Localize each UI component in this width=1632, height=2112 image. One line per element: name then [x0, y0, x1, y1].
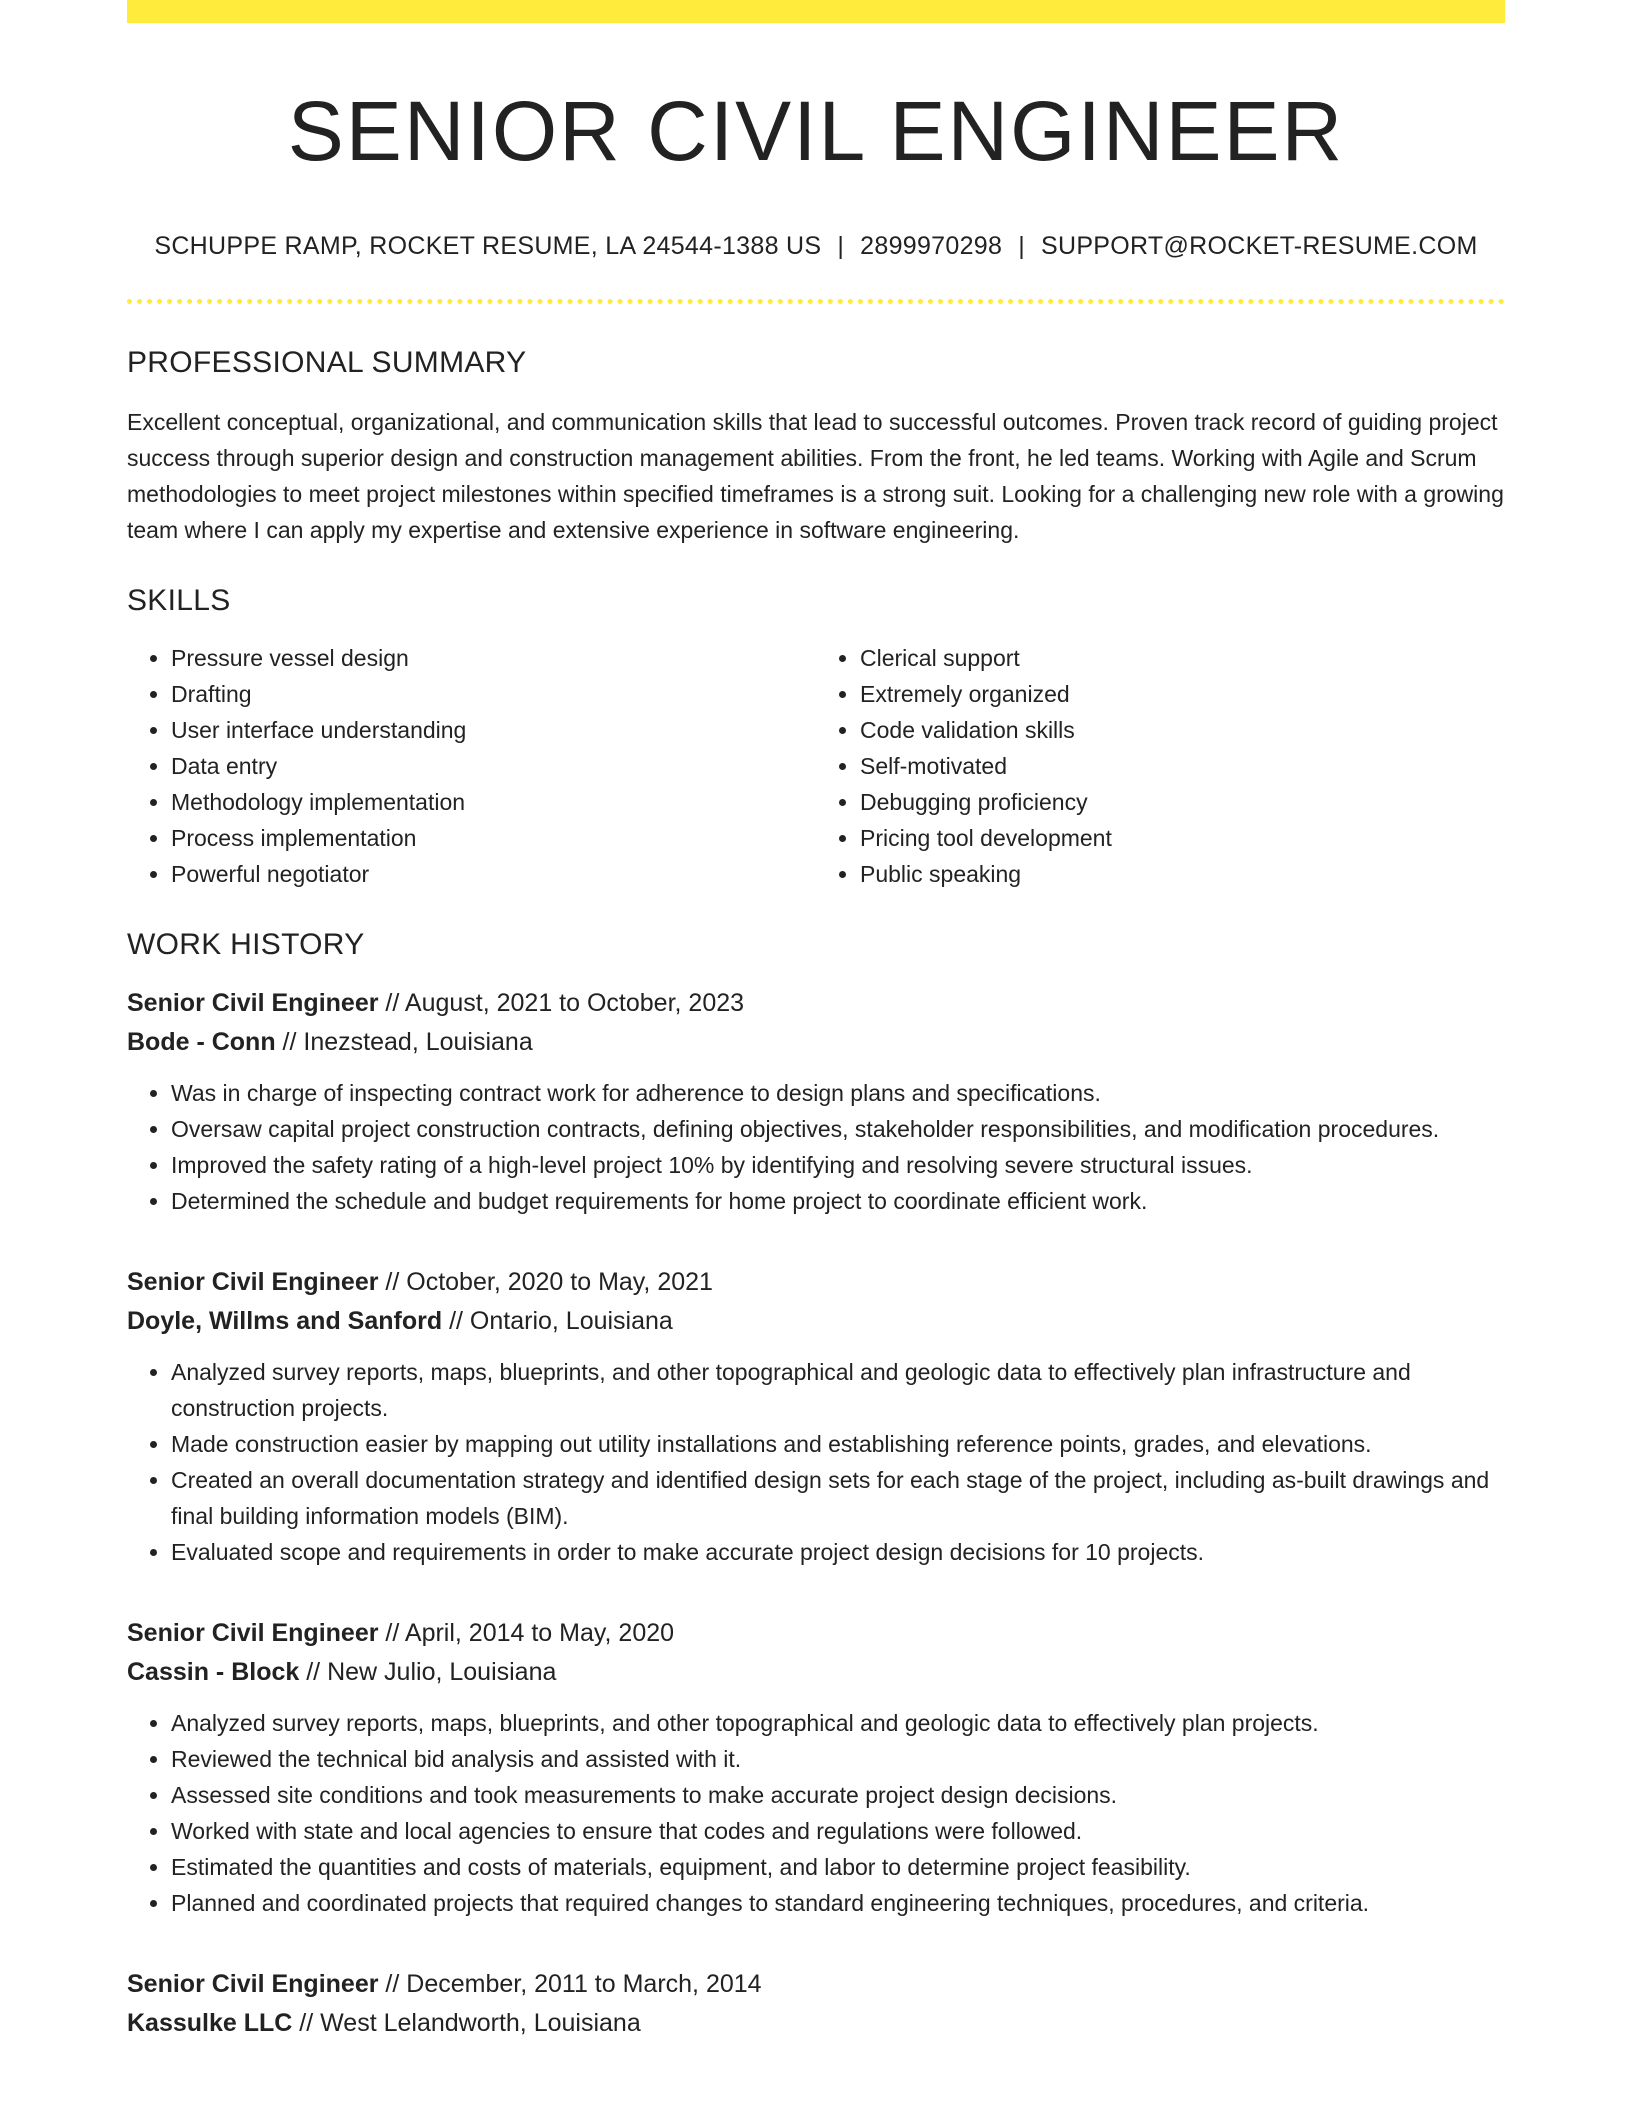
skill-item: • User interface understanding — [171, 712, 816, 748]
contact-address: SCHUPPE RAMP, ROCKET RESUME, LA 24544-1388 US — [154, 231, 822, 260]
separator: // — [385, 1267, 400, 1296]
job-location: West Lelandworth, Louisiana — [320, 2008, 641, 2037]
skill-item: • Self-motivated — [860, 748, 1505, 784]
skills-heading: SKILLS — [127, 583, 231, 617]
separator: // — [282, 1027, 297, 1056]
job-bullets — [127, 1705, 1505, 1921]
skills-list — [127, 640, 1505, 892]
job-bullet: • Oversaw capital project construction contracts, defining objectives, stakeholder responsibilities, and modification procedures. — [171, 1111, 1505, 1147]
job-bullet: • Assessed site conditions and took measurements to make accurate project design decisions. — [171, 1777, 1505, 1813]
job-entry — [127, 1965, 1505, 2043]
separator: // — [306, 1657, 321, 1686]
job-location: New Julio, Louisiana — [327, 1657, 557, 1686]
job-bullet: • Improved the safety rating of a high-level project 10% by identifying and resolving severe structural issues. — [171, 1147, 1505, 1183]
skill-item: • Process implementation — [171, 820, 816, 856]
work-history-heading: WORK HISTORY — [127, 927, 365, 961]
job-bullet: • Created an overall documentation strategy and identified design sets for each stage of the project, including as-built drawings and final building information models (BIM). — [171, 1462, 1505, 1534]
job-role: Senior Civil Engineer — [127, 1969, 379, 1998]
skill-item: • Extremely organized — [860, 676, 1505, 712]
job-role-line — [127, 1263, 1505, 1302]
job-company-line — [127, 1653, 1505, 1692]
job-bullet: • Worked with state and local agencies to ensure that codes and regulations were followed. — [171, 1813, 1505, 1849]
job-company: Cassin - Block — [127, 1657, 300, 1686]
separator: // — [449, 1306, 463, 1335]
separator: // — [385, 1969, 400, 1998]
job-entry — [127, 984, 1505, 1219]
separator: // — [385, 1618, 400, 1647]
job-bullet: • Planned and coordinated projects that required changes to standard engineering techniques, procedures, and criteria. — [171, 1885, 1505, 1921]
job-bullet: • Made construction easier by mapping out utility installations and establishing reference points, grades, and elevations. — [171, 1426, 1505, 1462]
job-company: Kassulke LLC — [127, 2008, 293, 2037]
resume-title: SENIOR CIVIL ENGINEER — [287, 84, 1345, 178]
skill-item: • Pressure vessel design — [171, 640, 816, 676]
job-role-line — [127, 984, 1505, 1023]
job-bullet: • Reviewed the technical bid analysis and assisted with it. — [171, 1741, 1505, 1777]
job-role-line — [127, 1965, 1505, 2004]
summary-heading: PROFESSIONAL SUMMARY — [127, 345, 527, 379]
resume-page — [127, 0, 1505, 2043]
job-bullet: • Analyzed survey reports, maps, blueprints, and other topographical and geologic data to effectively plan infrastructure and construction projects. — [171, 1354, 1505, 1426]
skills-column-left — [127, 640, 816, 892]
job-company: Bode - Conn — [127, 1027, 276, 1056]
skill-item: • Pricing tool development — [860, 820, 1505, 856]
job-entry — [127, 1263, 1505, 1570]
accent-top-bar — [127, 0, 1505, 23]
job-bullet: • Analyzed survey reports, maps, blueprints, and other topographical and geologic data to effectively plan projects. — [171, 1705, 1505, 1741]
dotted-divider — [127, 299, 1505, 304]
skill-item: • Powerful negotiator — [171, 856, 816, 892]
job-dates: October, 2020 to May, 2021 — [406, 1267, 713, 1296]
job-bullets — [127, 1075, 1505, 1219]
separator: // — [299, 2008, 314, 2037]
job-bullet: • Determined the schedule and budget requirements for home project to coordinate efficient work. — [171, 1183, 1505, 1219]
skill-item: • Clerical support — [860, 640, 1505, 676]
skill-item: • Data entry — [171, 748, 816, 784]
skill-item: • Methodology implementation — [171, 784, 816, 820]
skill-item: • Debugging proficiency — [860, 784, 1505, 820]
summary-text: Excellent conceptual, organizational, and communication skills that lead to successful outcomes. Proven track record of guiding project success through superior design and construction management abilities. From the front, he led teams. Working with Agile and Scrum methodologies to meet project milestones within specified timeframes is a strong suit. Looking for a challenging new role with a growing team where I can apply my expertise and extensive experience in software engineering. — [127, 408, 1504, 543]
job-role: Senior Civil Engineer — [127, 1618, 379, 1647]
skill-item: • Drafting — [171, 676, 816, 712]
job-company: Doyle, Willms and Sanford — [127, 1306, 443, 1335]
job-role: Senior Civil Engineer — [127, 1267, 379, 1296]
job-company-line — [127, 1302, 1505, 1341]
job-dates: August, 2021 to October, 2023 — [404, 988, 745, 1017]
job-bullet: • Evaluated scope and requirements in order to make accurate project design decisions for 10 projects. — [171, 1534, 1505, 1570]
job-bullet: • Estimated the quantities and costs of materials, equipment, and labor to determine project feasibility. — [171, 1849, 1505, 1885]
job-location: Ontario, Louisiana — [469, 1306, 673, 1335]
job-role-line — [127, 1614, 1505, 1653]
contact-email: SUPPORT@ROCKET-RESUME.COM — [1041, 231, 1478, 260]
job-dates: December, 2011 to March, 2014 — [406, 1969, 762, 1998]
contact-phone: 2899970298 — [860, 231, 1003, 260]
contact-separator: | — [1018, 231, 1025, 260]
job-company-line — [127, 2004, 1505, 2043]
skill-item: • Code validation skills — [860, 712, 1505, 748]
job-location: Inezstead, Louisiana — [303, 1027, 533, 1056]
contact-line — [127, 232, 1505, 261]
contact-separator: | — [837, 231, 845, 260]
separator: // — [385, 988, 400, 1017]
job-bullets — [127, 1354, 1505, 1570]
skill-item: • Public speaking — [860, 856, 1505, 892]
job-role: Senior Civil Engineer — [127, 988, 379, 1017]
job-bullet: • Was in charge of inspecting contract work for adherence to design plans and specifications. — [171, 1075, 1505, 1111]
job-company-line — [127, 1023, 1505, 1062]
job-entry — [127, 1614, 1505, 1921]
skills-column-right — [816, 640, 1505, 892]
job-dates: April, 2014 to May, 2020 — [404, 1618, 675, 1647]
